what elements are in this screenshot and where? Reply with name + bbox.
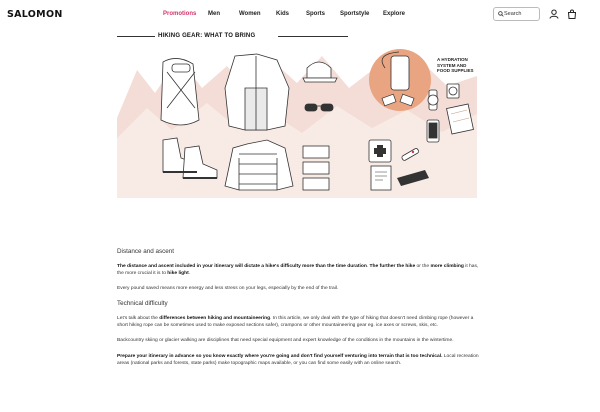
backpack-icon xyxy=(161,58,199,125)
paragraph-distance: The distance and ascent included in your itinerary will dictate a hike's difficulty more than the time duration. The further the hike or the more climbing it has, the more crucial it is to hike light. xyxy=(117,264,479,277)
nav-item-sportstyle[interactable]: Sportstyle xyxy=(340,11,370,17)
title-rule-left xyxy=(117,36,155,37)
section-heading-technical: Technical difficulty xyxy=(117,300,168,308)
article-body xyxy=(117,248,483,375)
hydration-bottle-icon xyxy=(369,49,431,111)
watch-icon xyxy=(428,90,438,110)
survival-blanket-icon xyxy=(371,166,391,190)
nav-item-promotions[interactable]: Promotions xyxy=(163,11,197,17)
hiking-gear-infographic xyxy=(117,48,477,198)
first-aid-kit-icon xyxy=(369,140,391,162)
cart-icon[interactable] xyxy=(567,9,577,19)
compass-icon xyxy=(447,84,459,98)
infographic-title: HIKING GEAR: WHAT TO BRING xyxy=(158,33,256,39)
hydration-label: A HYDRATION SYSTEM AND FOOD SUPPLIES xyxy=(437,57,474,73)
phone-icon xyxy=(427,120,439,142)
search-icon xyxy=(498,11,504,17)
nav-item-sports[interactable]: Sports xyxy=(306,11,326,17)
salomon-logo[interactable]: SALOMON xyxy=(7,9,63,20)
jacket-icon xyxy=(225,54,289,130)
account-icon[interactable] xyxy=(549,9,559,19)
nav-item-women[interactable]: Women xyxy=(239,11,261,17)
section-heading-distance: Distance and ascent xyxy=(117,248,175,255)
nav-item-explore[interactable]: Explore xyxy=(383,11,406,17)
paragraph-prepare-itinerary: Prepare your itinerary in advance so you know exactly where you're going and don't find yourself venturing into terrain that is too technical. Local recreation areas (national parks and forests, state parks) make topographic maps available, or you can find some easily with an online search. xyxy=(117,353,479,366)
paragraph-backcountry: Backcountry skiing or glacier walking are disciplines that need special equipment and expert knowledge of the conditions in the mountains in the wintertime. xyxy=(117,338,454,344)
search-button[interactable] xyxy=(493,7,540,21)
down-jacket-icon xyxy=(225,140,293,190)
paragraph-hiking-vs-mountaineering: Let's talk about the differences between hiking and mountaineering. In this article, we only deal with the type of hiking that doesn't need climbing rope (however a short hiking rope can be sometimes used to make exposed sections safer), crampons or other mountaineering gear eg. ice axes or screws, skis, etc. xyxy=(117,316,474,329)
nav-item-men[interactable]: Men xyxy=(208,11,220,17)
site-header xyxy=(0,0,600,28)
folded-clothes-icon xyxy=(303,146,329,190)
nav-item-kids[interactable]: Kids xyxy=(276,11,290,17)
paragraph-pound-saved: Every pound saved means more energy and less stress on your legs, especially by the end of the trail. xyxy=(117,286,339,292)
search-label: Search xyxy=(504,11,522,17)
title-rule-right xyxy=(278,36,348,37)
